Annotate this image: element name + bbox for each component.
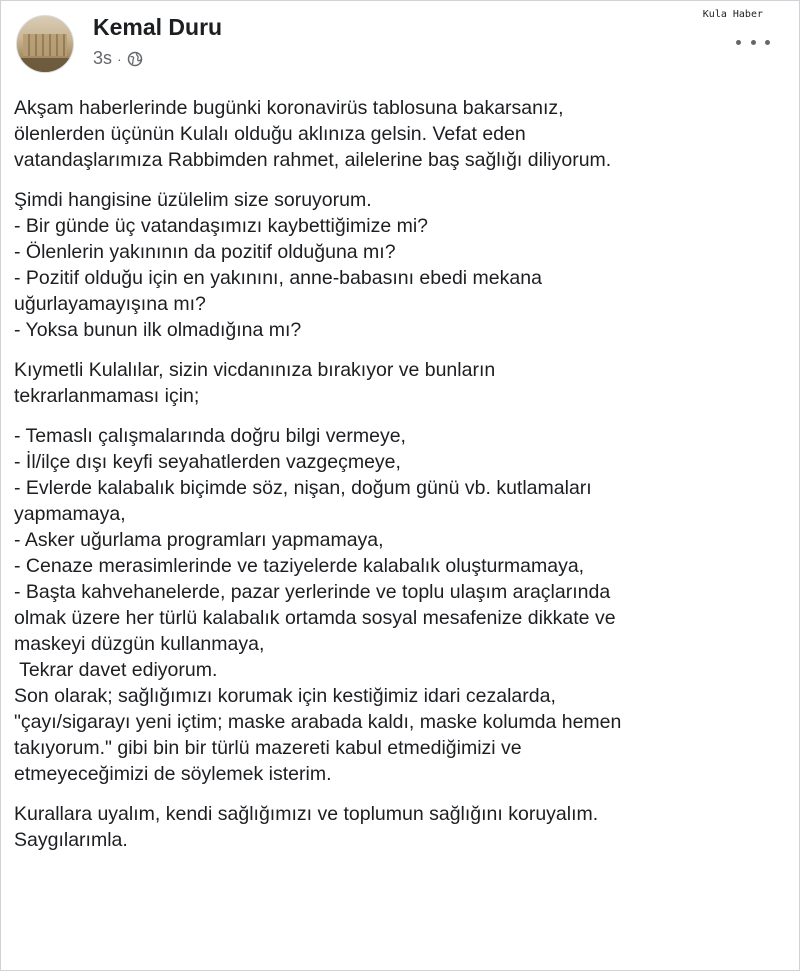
more-options-button[interactable] <box>736 32 770 52</box>
post-text-line: - Başta kahvehanelerde, pazar yerlerinde ve toplu ulaşım araçlarında <box>14 581 611 603</box>
post-text-line: "çayı/sigarayı yeni içtim; maske arabada kaldı, maske kolumda hemen <box>14 711 622 733</box>
post-time[interactable]: 3s <box>93 48 113 68</box>
post-text-line: uğurlayamayışına mı? <box>14 293 206 315</box>
more-dot <box>765 40 770 45</box>
avatar[interactable] <box>16 15 74 73</box>
post-text-line: Son olarak; sağlığımızı korumak için kestiğimiz idari cezalarda, <box>14 685 556 707</box>
post-text <box>14 95 786 867</box>
post-text-line: Kurallara uyalım, kendi sağlığımızı ve toplumun sağlığını koruyalım. <box>14 803 599 825</box>
post-text-line: - Evlerde kalabalık biçimde söz, nişan, doğum günü vb. kutlamaları <box>14 477 592 499</box>
post-paragraph <box>14 357 786 409</box>
post-paragraph <box>14 187 786 343</box>
post-text-line: yapmamaya, <box>14 503 126 525</box>
post-text-line: - Temaslı çalışmalarında doğru bilgi vermeye, <box>14 425 406 447</box>
post-text-line: Şimdi hangisine üzülelim size soruyorum. <box>14 189 372 211</box>
post-text-line: - Cenaze merasimlerinde ve taziyelerde kalabalık oluşturmamaya, <box>14 555 585 577</box>
post-text-line: - Asker uğurlama programları yapmamaya, <box>14 529 384 551</box>
post-text-line: Tekrar davet ediyorum. <box>14 659 218 681</box>
post-paragraph <box>14 801 786 853</box>
meta-separator: · <box>117 50 122 67</box>
post-text-line: - Yoksa bunun ilk olmadığına mı? <box>14 319 302 341</box>
post-paragraph <box>14 95 786 173</box>
avatar-photo-wall <box>23 34 67 56</box>
watermark: Kula Haber <box>702 9 763 20</box>
post-text-line: olmak üzere her türlü kalabalık ortamda sosyal mesafenize dikkate ve <box>14 607 616 629</box>
post-text-line: Saygılarımla. <box>14 829 128 851</box>
post-text-line: - Ölenlerin yakınının da pozitif olduğuna mı? <box>14 241 396 263</box>
post-text-line: - Bir günde üç vatandaşımızı kaybettiğimize mi? <box>14 215 429 237</box>
post-text-line: ölenlerden üçünün Kulalı olduğu aklınıza gelsin. Vefat eden <box>14 123 526 145</box>
more-dot <box>736 40 741 45</box>
author-name[interactable]: Kemal Duru <box>93 14 223 40</box>
post-text-line: maskeyi düzgün kullanmaya, <box>14 633 265 655</box>
post-paragraph <box>14 423 786 787</box>
more-dot <box>751 40 756 45</box>
globe-icon[interactable] <box>127 51 143 67</box>
post-text-line: - Pozitif olduğu için en yakınını, anne-babasını ebedi mekana <box>14 267 542 289</box>
post-text-line: Kıymetli Kulalılar, sizin vicdanınıza bırakıyor ve bunların <box>14 359 496 381</box>
avatar-photo-ground <box>17 58 73 72</box>
post-text-line: takıyorum." gibi bin bir türlü mazereti kabul etmediğimizi ve <box>14 737 522 759</box>
post-text-line: Akşam haberlerinde bugünki koronavirüs tablosuna bakarsanız, <box>14 97 564 119</box>
post-text-line: etmeyeceğimizi de söylemek isterim. <box>14 763 332 785</box>
post-text-line: - İl/ilçe dışı keyfi seyahatlerden vazgeçmeye, <box>14 451 401 473</box>
post-meta <box>93 48 143 69</box>
post-text-line: tekrarlanmaması için; <box>14 385 200 407</box>
post-text-line: vatandaşlarımıza Rabbimden rahmet, ailelerine baş sağlığı diliyorum. <box>14 149 612 171</box>
